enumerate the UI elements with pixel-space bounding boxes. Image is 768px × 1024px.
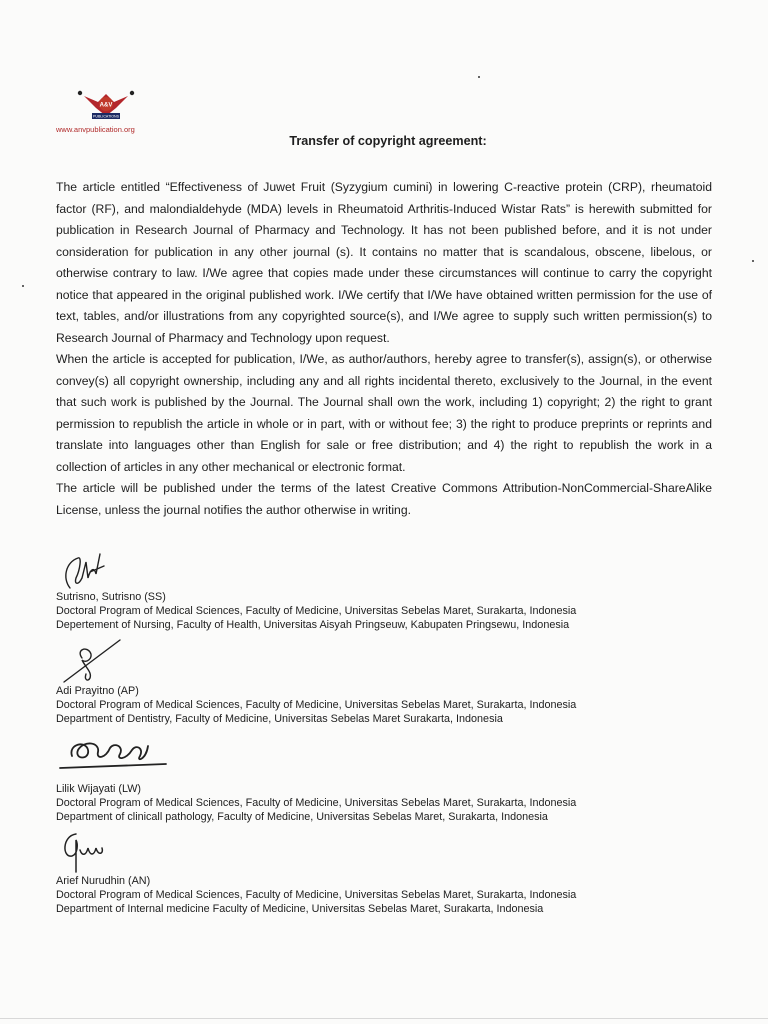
signatory-4-affiliation-1: Doctoral Program of Medical Sciences, Faculty of Medicine, Universitas Sebelas Maret, Surakarta, Indonesia bbox=[56, 889, 577, 901]
signatory-2-affiliation-1: Doctoral Program of Medical Sciences, Faculty of Medicine, Universitas Sebelas Maret, Surakarta, Indonesia bbox=[56, 699, 577, 711]
signatory-3-name: Lilik Wijayati (LW) bbox=[56, 783, 141, 795]
signature-4-icon bbox=[56, 826, 126, 874]
signatory-4-affiliation-2: Department of Internal medicine Faculty of Medicine, Universitas Sebelas Maret, Surakarta, Indonesia bbox=[56, 903, 544, 915]
page-title: Transfer of copyright agreement: bbox=[289, 134, 487, 148]
signatory-3-affiliation-2: Department of clinicall pathology, Faculty of Medicine, Universitas Sebelas Maret, Surakarta, Indonesia bbox=[56, 811, 548, 823]
signatory-2-affiliation-2: Department of Dentistry, Faculty of Medicine, Universitas Sebelas Maret Surakarta, Indonesia bbox=[56, 713, 503, 725]
scan-edge-line bbox=[0, 1018, 768, 1019]
publisher-emblem-icon bbox=[76, 88, 136, 124]
signature-1-icon bbox=[56, 548, 126, 596]
agreement-paragraph-3: The article will be published under the terms of the latest Creative Commons Attribution-NonCommercial-ShareAlike License, unless the journal notifies the author otherwise in writing. bbox=[56, 481, 712, 517]
signatory-1-name: Sutrisno, Sutrisno (SS) bbox=[56, 591, 166, 603]
signatory-3-affiliation-1: Doctoral Program of Medical Sciences, Faculty of Medicine, Universitas Sebelas Maret, Surakarta, Indonesia bbox=[56, 797, 577, 809]
signature-3-icon bbox=[56, 734, 176, 776]
signatory-1-affiliation-1: Doctoral Program of Medical Sciences, Faculty of Medicine, Universitas Sebelas Maret, Surakarta, Indonesia bbox=[56, 605, 577, 617]
signatory-4-name: Arief Nurudhin (AN) bbox=[56, 875, 151, 887]
scan-speck bbox=[22, 285, 24, 287]
signatory-1-affiliation-2: Depertement of Nursing, Faculty of Health, Universitas Aisyah Pringseuw, Kabupaten Pringsewu, Indonesia bbox=[56, 619, 570, 631]
publisher-url: www.anvpublication.org bbox=[56, 125, 135, 134]
publisher-logo bbox=[56, 88, 166, 138]
logo-banner-text: PUBLICATIONS bbox=[92, 114, 120, 119]
scan-speck bbox=[478, 76, 480, 78]
agreement-paragraph-2: When the article is accepted for publication, I/We, as author/authors, hereby agree to transfer(s), assign(s), or otherwise convey(s) all copyright ownership, including any and all rights incidental thereto, exclusively to the Journal, in the event that such work is published by the Journal. The Journal shall own the work, including 1) copyright; 2) the right to grant permission to republish the article in whole or in part, with or without fee; 3) the right to produce preprints or reprints and translate into languages other than English for sale or free distribution; and 4) the right to republish the work in a collection of articles in any other mechanical or electronic format. bbox=[56, 352, 712, 474]
agreement-body bbox=[56, 177, 712, 521]
agreement-paragraph-1: The article entitled “Effectiveness of Juwet Fruit (Syzygium cumini) in lowering C-reactive protein (CRP), rheumatoid factor (RF), and malondialdehyde (MDA) levels in Rheumatoid Arthritis-Induced Wistar Rats” is herewith submitted for publication in Research Journal of Pharmacy and Technology. It has not been published before, and it is not under consideration for publication in any other journal (s). It contains no matter that is scandalous, obscene, libelous, or otherwise contrary to law. I/We agree that copies made under these circumstances will continue to carry the copyright notice that appeared in the original published work. I/We certify that I/We have obtained written permission for the use of text, tables, and/or illustrations from any copyrighted source(s), and I/We agree to supply such written permission(s) to Research Journal of Pharmacy and Technology upon request. bbox=[56, 180, 712, 345]
logo-badge-text: A&V bbox=[99, 102, 113, 109]
scan-speck bbox=[752, 260, 754, 262]
signature-2-icon bbox=[56, 638, 136, 686]
signatory-2-name: Adi Prayitno (AP) bbox=[56, 685, 139, 697]
